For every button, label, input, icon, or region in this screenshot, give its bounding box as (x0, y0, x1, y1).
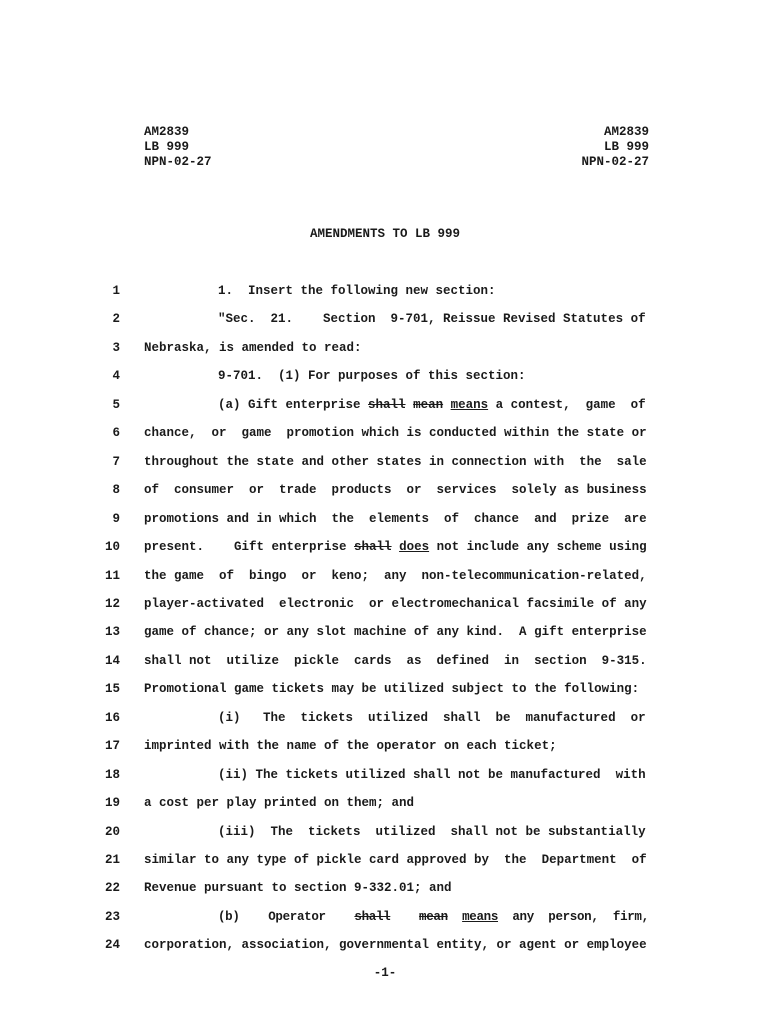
document-line (0, 796, 770, 816)
document-line (0, 654, 770, 674)
text-segment: "Sec. 21. Section 9-701, Reissue Revised Statutes of (218, 312, 646, 327)
text-segment (443, 398, 451, 412)
document-line (0, 881, 770, 901)
line-text (218, 910, 649, 924)
line-text (144, 739, 649, 753)
line-text (218, 369, 649, 383)
line-text (144, 569, 649, 583)
line-number: 9 (112, 511, 120, 526)
document-line (0, 768, 770, 788)
document-line (0, 853, 770, 873)
document-line (0, 540, 770, 560)
text-segment: (ii) The tickets utilized shall not be manufactured with (218, 767, 646, 782)
line-number: 16 (104, 710, 120, 725)
text-segment: Promotional game tickets may be utilized subject to the following: (144, 682, 640, 697)
header-bill-number: LB 999 (603, 140, 649, 154)
struck-text: shall (354, 540, 392, 555)
text-segment: not include any scheme using (429, 540, 647, 555)
line-text (218, 398, 649, 412)
struck-text: mean (413, 397, 444, 412)
header-amendment-number: AM2839 (603, 125, 649, 139)
header-amendment-number: AM2839 (144, 125, 190, 139)
line-number: 12 (104, 596, 120, 611)
line-number: 23 (104, 909, 120, 924)
line-number: 13 (104, 625, 120, 640)
line-number: 5 (112, 397, 120, 412)
text-segment: a cost per play printed on them; and (144, 796, 415, 811)
line-text (144, 938, 649, 952)
line-text (218, 284, 649, 298)
line-number: 15 (104, 682, 120, 697)
line-number: 2 (112, 312, 120, 327)
text-segment (448, 910, 462, 924)
text-segment: imprinted with the name of the operator on each ticket; (144, 739, 557, 754)
line-text (144, 682, 649, 696)
text-segment (406, 398, 414, 412)
line-text (144, 512, 649, 526)
document-line (0, 398, 770, 418)
line-text (144, 341, 649, 355)
text-segment: similar to any type of pickle card approved by the Department of (144, 853, 647, 867)
document-line (0, 682, 770, 702)
inserted-text: does (399, 540, 430, 555)
document-line (0, 938, 770, 958)
line-number: 6 (112, 426, 120, 441)
header-code: NPN-02-27 (144, 155, 212, 169)
document-line (0, 910, 770, 930)
line-number: 7 (112, 454, 120, 469)
document-line (0, 426, 770, 446)
document-line (0, 825, 770, 845)
text-segment: Nebraska, is amended to read: (144, 340, 362, 355)
document-line (0, 455, 770, 475)
line-text (218, 711, 649, 725)
line-text (144, 654, 649, 668)
line-number: 11 (104, 568, 120, 583)
line-number: 22 (104, 881, 120, 896)
text-segment (392, 540, 400, 554)
text-segment: (iii) The tickets utilized shall not be substantially (218, 824, 646, 839)
line-text (144, 853, 649, 867)
document-line (0, 341, 770, 361)
header-right (581, 125, 649, 170)
line-number: 4 (112, 369, 120, 384)
text-segment (390, 910, 419, 924)
document-line (0, 597, 770, 617)
line-text (144, 597, 649, 611)
text-segment: game of chance; or any slot machine of any kind. A gift enterprise (144, 625, 647, 640)
document-line (0, 284, 770, 304)
line-number: 20 (104, 824, 120, 839)
document-line (0, 512, 770, 532)
text-segment: (i) The tickets utilized shall be manufactured or (218, 710, 646, 725)
text-segment: a contest, game of (488, 397, 646, 412)
struck-text: shall (354, 909, 391, 924)
document-line (0, 483, 770, 503)
header-bill-number: LB 999 (144, 140, 190, 154)
line-text (144, 426, 649, 440)
text-segment: Revenue pursuant to section 9-332.01; and (144, 881, 452, 896)
page-number: -1- (373, 966, 397, 980)
line-number: 14 (104, 653, 120, 668)
document-line (0, 312, 770, 332)
line-number: 24 (104, 938, 120, 953)
inserted-text: means (462, 909, 499, 924)
document-line (0, 625, 770, 645)
document-line (0, 369, 770, 389)
line-number: 10 (104, 540, 120, 555)
line-number: 3 (112, 340, 120, 355)
struck-text: shall (368, 397, 406, 412)
text-segment: player-activated electronic or electromechanical facsimile of any (144, 596, 647, 611)
line-number: 21 (104, 853, 120, 867)
document-line (0, 739, 770, 759)
struck-text: mean (419, 909, 448, 924)
line-text (144, 625, 649, 639)
header-code: NPN-02-27 (581, 155, 649, 169)
document-line (0, 711, 770, 731)
line-number: 1 (112, 284, 120, 298)
line-text (218, 825, 649, 839)
line-text (144, 796, 649, 810)
line-text (218, 312, 649, 326)
text-segment: any person, firm, (498, 909, 649, 924)
text-segment: promotions and in which the elements of chance and prize are (144, 511, 647, 526)
text-segment: present. Gift enterprise (144, 540, 355, 555)
text-segment: shall not utilize pickle cards as defined in section 9-315. (144, 653, 647, 668)
text-segment: chance, or game promotion which is conducted within the state or (144, 426, 647, 441)
text-segment: 9-701. (1) For purposes of this section: (218, 369, 526, 384)
line-text (144, 540, 649, 554)
line-text (144, 881, 649, 895)
line-text (144, 455, 649, 469)
line-text (218, 768, 649, 782)
text-segment: the game of bingo or keno; any non-telecommunication-related, (144, 568, 647, 583)
line-number: 17 (104, 739, 120, 754)
line-text (144, 483, 649, 497)
text-segment: throughout the state and other states in connection with the sale (144, 454, 647, 469)
inserted-text: means (450, 397, 489, 412)
document-line (0, 569, 770, 589)
document-title: AMENDMENTS TO LB 999 (309, 227, 461, 241)
text-segment: (a) Gift enterprise (218, 397, 369, 412)
line-number: 18 (104, 767, 120, 782)
header-left (144, 125, 212, 170)
line-number: 19 (104, 796, 120, 811)
text-segment: of consumer or trade products or services solely as business (144, 483, 647, 498)
line-number: 8 (112, 483, 120, 498)
text-segment: corporation, association, governmental entity, or agent or employee (144, 938, 647, 953)
text-segment: 1. Insert the following new section: (218, 284, 496, 298)
text-segment: (b) Operator (218, 909, 355, 924)
